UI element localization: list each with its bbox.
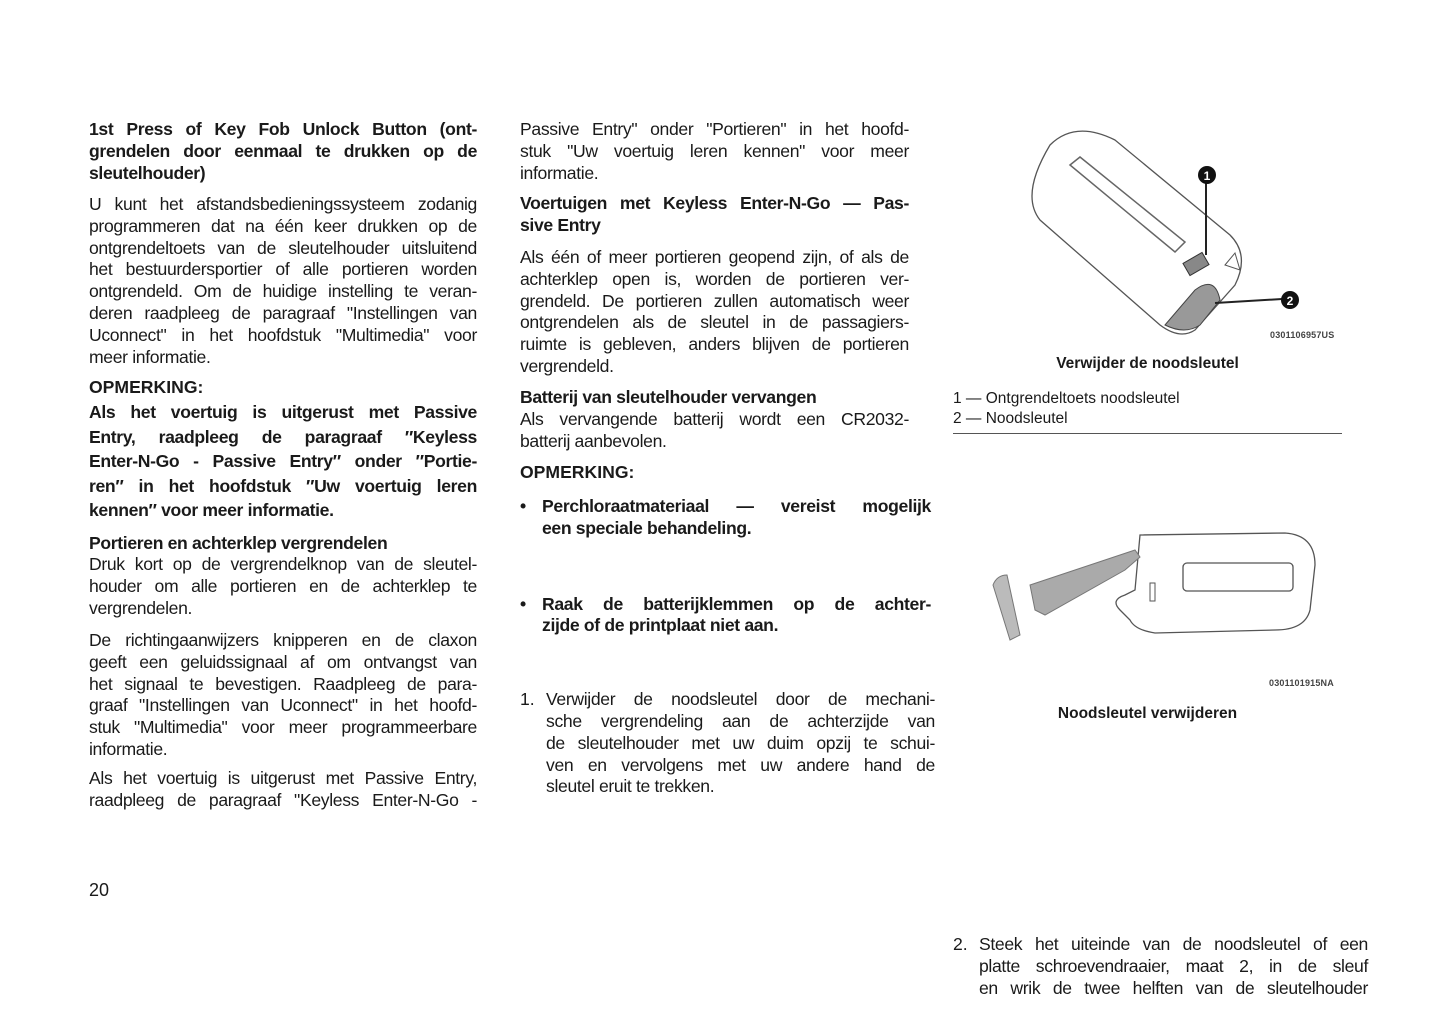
figure-code: 0301106957US <box>1270 330 1335 340</box>
section-heading <box>520 387 860 409</box>
text-line: sleutel eruit te trekken. <box>546 776 715 797</box>
text-line: Raak de batterijklemmen op de achter- <box>542 593 931 614</box>
section-heading <box>520 193 909 237</box>
paragraph <box>89 630 477 761</box>
text-line: en wrik de twee helften van de sleutelhouder <box>979 977 1368 998</box>
text-line: programmeren dat na één keer drukken op de <box>89 215 477 236</box>
text-line: Druk kort op de vergrendelknop van de sleutel- <box>89 554 477 574</box>
page-number: 20 <box>89 880 110 900</box>
text-line: Batterij van sleutelhouder vervangen <box>520 387 817 407</box>
text-line: Verwijder de noodsleutel door de mechani- <box>546 689 935 710</box>
text-line: geeft een geluidssignaal af om ontvangst van <box>89 651 477 672</box>
text-line: grendelen door eenmaal te drukken op de <box>89 140 477 161</box>
step-item <box>520 689 935 798</box>
text-line: vergrendeld. <box>520 355 614 376</box>
paragraph <box>89 194 477 368</box>
step-item <box>953 934 1368 999</box>
text-line: een speciale behandeling. <box>542 517 752 538</box>
figure-caption: Verwijder de noodsleutel <box>1056 355 1239 372</box>
paragraph <box>520 119 909 184</box>
text-line: stuk "Multimedia" voor meer programmeerbare <box>89 717 477 738</box>
text-line: raadpleeg de paragraaf "Keyless Enter-N-Go - <box>89 789 477 810</box>
paragraph <box>520 409 909 453</box>
text-line: grendeld. De portieren zullen automatisch weer <box>520 290 909 311</box>
text-line: stuk "Uw voertuig leren kennen" voor meer <box>520 140 909 161</box>
figure-code: 0301101915NA <box>1269 678 1334 688</box>
text-line: Steek het uiteinde van de noodsleutel of een <box>979 934 1368 955</box>
text-line: Portieren en achterklep vergrendelen <box>89 533 388 553</box>
bullet-item <box>520 496 931 540</box>
list-marker: 1. <box>520 689 535 710</box>
text-line: achterklep open is, worden de portieren ver- <box>520 268 909 289</box>
text-line: De richtingaanwijzers knipperen en de claxon <box>89 630 477 650</box>
list-marker: 2. <box>953 934 968 955</box>
divider <box>953 433 1342 434</box>
figure-caption: Noodsleutel verwijderen <box>1057 705 1238 722</box>
text-line: houder om alle portieren en de achterklep te <box>89 575 477 596</box>
legend-item: 2 — Noodsleutel <box>953 410 1068 427</box>
key-fob-illustration <box>1020 125 1320 340</box>
text-line: platte schroevendraaier, maat 2, in de sleuf <box>979 955 1368 976</box>
text-line: het signaal te bevestigen. Raadpleeg de para- <box>89 673 477 694</box>
text-line: vergrendelen. <box>89 597 193 618</box>
text-line: informatie. <box>520 162 599 183</box>
text-line: batterij aanbevolen. <box>520 430 667 451</box>
text-line: 1st Press of Key Fob Unlock Button (ont- <box>89 119 477 139</box>
note-label: OPMERKING: <box>89 377 204 397</box>
text-line: Als het voertuig is uitgerust met Passive Entry, <box>89 768 477 788</box>
paragraph <box>89 554 477 619</box>
paragraph <box>520 247 909 378</box>
list-marker: • <box>520 496 527 516</box>
text-line: ontgrendeltoets van de sleutelhouder uitsluitend <box>89 237 477 258</box>
text-line: Passive Entry" onder "Portieren" in het hoofd- <box>520 119 909 139</box>
text-line: Voertuigen met Keyless Enter-N-Go — Pas- <box>520 193 909 213</box>
text-line: Als het voertuig is uitgerust met Passive <box>89 402 477 422</box>
text-line: U kunt het afstandsbedieningssysteem zodanig <box>89 194 477 214</box>
text-line: ontgrendelen als de sleutel in de passagiers- <box>520 312 909 333</box>
text-line: graaf "Instellingen van Uconnect" in het hoofd- <box>89 695 477 716</box>
note-text <box>89 400 477 523</box>
text-line: ren″ in het hoofdstuk ″Uw voertuig leren <box>89 475 477 496</box>
text-line: ven en vervolgens met uw andere hand de <box>546 754 935 775</box>
text-line: sive Entry <box>520 214 601 235</box>
list-marker: • <box>520 593 527 614</box>
bullet-item <box>520 594 931 638</box>
text-line: het bestuurdersportier of alle portieren worden <box>89 259 477 280</box>
text-line: Entry, raadpleeg de paragraaf ″Keyless <box>89 426 477 447</box>
legend-item: 1 — Ontgrendeltoets noodsleutel <box>953 390 1180 407</box>
text-line: informatie. <box>89 738 168 759</box>
text-line: kennen″ voor meer informatie. <box>89 500 334 520</box>
text-line: ontgrendeld. Om de huidige instelling te veran- <box>89 281 477 302</box>
text-line: Als één of meer portieren geopend zijn, of als de <box>520 247 909 267</box>
text-line: sche vergrendeling aan de achterzijde van <box>546 710 935 731</box>
text-line: sleutelhouder) <box>89 162 206 183</box>
text-line: de sleutelhouder met uw duim opzij te schui- <box>546 732 935 753</box>
figure-legend <box>953 389 1342 429</box>
paragraph <box>89 768 477 812</box>
text-line: deren raadpleeg de paragraaf "Instellingen van <box>89 302 477 323</box>
text-line: Uconnect" in het hoofdstuk "Multimedia" voor <box>89 324 477 345</box>
text-line: Enter-N-Go - Passive Entry″ onder ″Portie- <box>89 451 477 471</box>
section-heading <box>89 119 477 184</box>
section-heading <box>89 533 419 555</box>
emergency-key-illustration <box>985 525 1330 645</box>
text-line: Perchloraatmateriaal — vereist mogelijk <box>542 496 931 516</box>
note-label: OPMERKING: <box>520 462 635 482</box>
text-line: zijde of de printplaat niet aan. <box>542 615 779 636</box>
text-line: ruimte is gebleven, anders blijven de portieren <box>520 334 909 355</box>
svg-text:1: 1 <box>1203 169 1211 183</box>
text-line: Als vervangende batterij wordt een CR2032- <box>520 409 909 429</box>
text-line: meer informatie. <box>89 346 211 367</box>
svg-text:2: 2 <box>1286 294 1294 308</box>
